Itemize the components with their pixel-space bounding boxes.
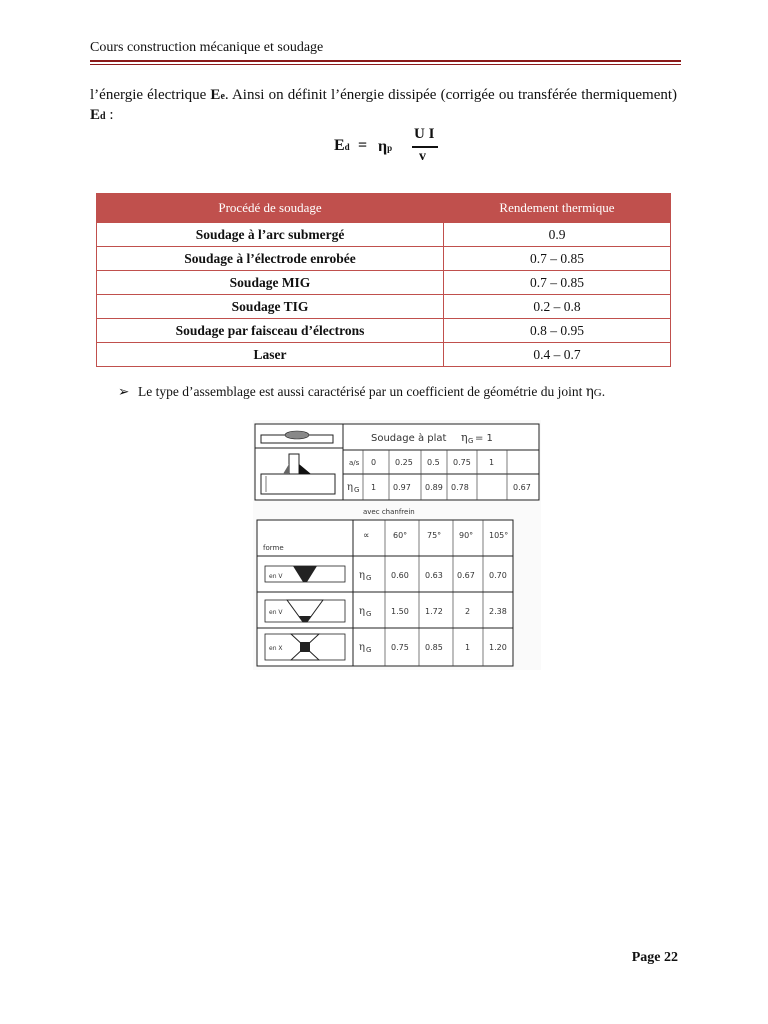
dissipated-energy-formula — [334, 126, 444, 170]
value-cell: 0.60 — [391, 571, 409, 580]
efficiency-cell: 0.8 – 0.95 — [444, 319, 671, 343]
row-eta-symbol: η — [359, 570, 365, 581]
alpha-label: ∝ — [363, 531, 370, 541]
formula-eta — [378, 138, 392, 156]
chanfrein-label: avec chanfrein — [363, 508, 415, 516]
formula-fraction-bar — [412, 146, 438, 148]
angle-header: 105° — [489, 531, 509, 540]
intro-text-2: . Ainsi on définit l’énergie dissipée (corrigée ou transférée thermiquement) — [224, 87, 678, 103]
formula-lhs — [334, 137, 350, 155]
bullet-text: Le type d’assemblage est aussi caractérisé par un coefficient de géométrie du joint — [138, 384, 586, 399]
table-row — [97, 295, 671, 319]
top-title: Soudage à plat — [371, 433, 447, 444]
process-cell: Soudage à l’électrode enrobée — [97, 247, 444, 271]
table-row — [97, 343, 671, 367]
intro-text-1: l’énergie électrique — [90, 87, 211, 103]
efficiency-cell: 0.9 — [444, 223, 671, 247]
ratio-value: 0.25 — [395, 458, 413, 467]
value-cell: 2.38 — [489, 607, 507, 616]
energy-dissipated-subscript: d — [100, 111, 106, 122]
energy-electric-subscript: e — [220, 91, 225, 102]
formula-lhs-symbol: E — [334, 137, 345, 154]
formula-numerator: U I — [414, 126, 435, 142]
joint-geometry-diagram — [253, 420, 541, 670]
bullet-eta-symbol: η — [585, 384, 594, 400]
header-rule-thin — [90, 64, 681, 65]
top-eta-symbol: η — [461, 431, 468, 444]
table-row — [97, 271, 671, 295]
top-eta-value: = 1 — [475, 433, 493, 444]
formula-denominator: v — [419, 149, 426, 164]
bullet-point — [118, 384, 605, 400]
eta-value: 1 — [371, 483, 377, 492]
ratio-value: 0 — [371, 458, 377, 467]
process-cell: Soudage par faisceau d’électrons — [97, 319, 444, 343]
process-cell: Soudage TIG — [97, 295, 444, 319]
top-eta-subscript: G — [468, 437, 474, 445]
eta-value: 0.78 — [451, 483, 469, 492]
bullet-eta-subscript: G — [593, 387, 602, 399]
efficiency-cell: 0.7 – 0.85 — [444, 271, 671, 295]
eta-row-subscript: G — [354, 486, 360, 494]
row-eta-subscript: G — [366, 610, 372, 618]
angle-header: 90° — [459, 531, 474, 540]
ratio-value: 0.75 — [453, 458, 471, 467]
process-cell: Soudage MIG — [97, 271, 444, 295]
table-header-row — [97, 194, 671, 223]
process-cell: Laser — [97, 343, 444, 367]
ratio-value: 0.5 — [427, 458, 440, 467]
process-cell: Soudage à l’arc submergé — [97, 223, 444, 247]
ratio-label: a/s — [349, 459, 360, 467]
intro-text-3: : — [105, 107, 114, 123]
bullet-end: . — [601, 384, 606, 399]
angle-header: 75° — [427, 531, 442, 540]
table-row — [97, 319, 671, 343]
value-cell: 1 — [465, 643, 471, 652]
eta-row-symbol: η — [347, 482, 353, 493]
energy-electric-symbol: E — [210, 87, 221, 103]
row-eta-symbol: η — [359, 606, 365, 617]
thermal-efficiency-table — [96, 193, 671, 367]
efficiency-cell: 0.2 – 0.8 — [444, 295, 671, 319]
page-header-title: Cours construction mécanique et soudage — [90, 40, 324, 55]
joint-geometry-figure — [253, 420, 541, 670]
eta-value: 0.89 — [425, 483, 443, 492]
shape-label: en X — [269, 645, 283, 652]
value-cell: 1.50 — [391, 607, 409, 616]
energy-dissipated-symbol: E — [90, 107, 101, 123]
value-cell: 0.85 — [425, 643, 443, 652]
ratio-value: 1 — [489, 458, 495, 467]
header-process: Procédé de soudage — [97, 194, 444, 223]
eta-value: 0.67 — [513, 483, 531, 492]
formula-lhs-subscript: d — [344, 142, 350, 152]
header-rule-thick — [90, 60, 681, 62]
value-cell: 0.67 — [457, 571, 475, 580]
formula-equals: = — [358, 137, 368, 154]
value-cell: 1.72 — [425, 607, 443, 616]
weld-bead-sketch — [285, 431, 309, 439]
header-efficiency: Rendement thermique — [444, 194, 671, 223]
row-eta-subscript: G — [366, 646, 372, 654]
value-cell: 0.63 — [425, 571, 443, 580]
bullet-arrow-icon: ➢ — [118, 384, 130, 399]
formula-eta-subscript: p — [387, 143, 393, 153]
forme-label: forme — [263, 544, 284, 552]
row-eta-subscript: G — [366, 574, 372, 582]
row-eta-symbol: η — [359, 642, 365, 653]
value-cell: 0.75 — [391, 643, 409, 652]
eta-value: 0.97 — [393, 483, 411, 492]
shape-label: en V — [269, 573, 283, 580]
efficiency-cell: 0.7 – 0.85 — [444, 247, 671, 271]
angle-header: 60° — [393, 531, 408, 540]
page-number: Page 22 — [631, 950, 678, 965]
formula-eta-symbol: η — [378, 138, 388, 155]
value-cell: 0.70 — [489, 571, 507, 580]
value-cell: 2 — [465, 607, 471, 616]
table-row — [97, 247, 671, 271]
value-cell: 1.20 — [489, 643, 507, 652]
intro-paragraph — [90, 86, 677, 126]
table-row — [97, 223, 671, 247]
shape-label: en V — [269, 609, 283, 616]
efficiency-cell: 0.4 – 0.7 — [444, 343, 671, 367]
